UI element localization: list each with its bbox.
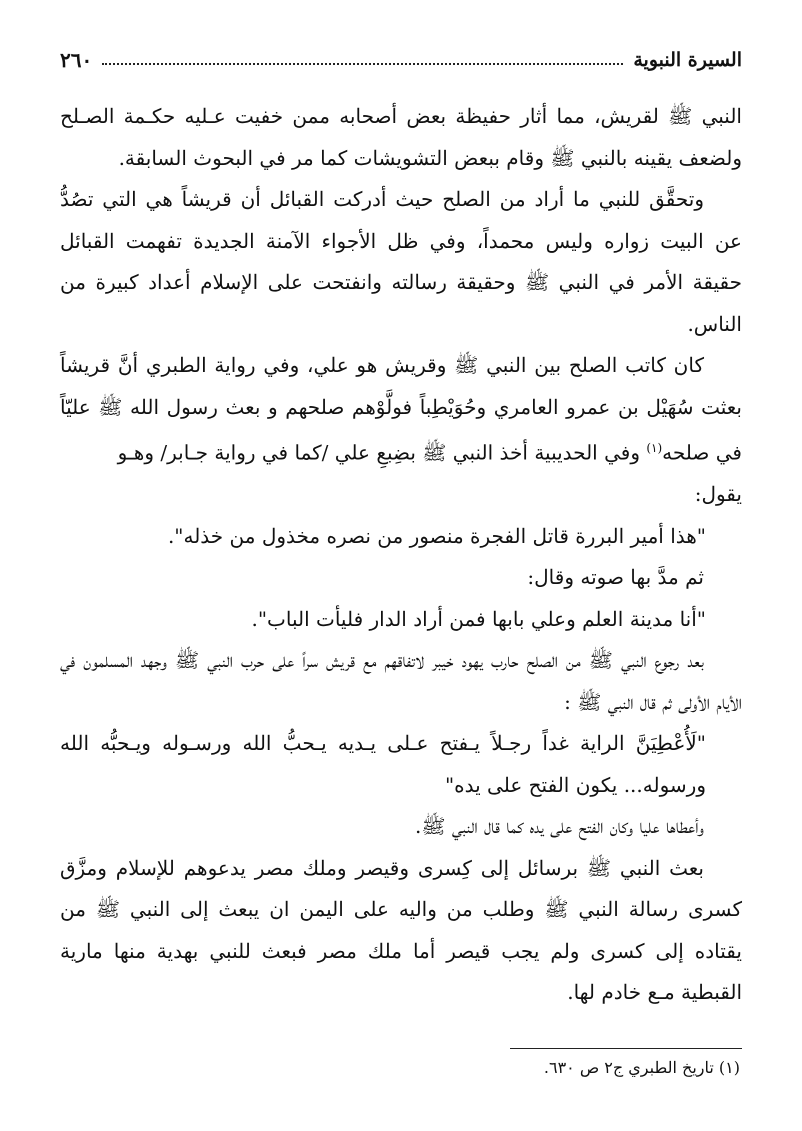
paragraph-text: وفي الحديبية أخذ النبي ﷺ بضِبعِ علي /كما في رواية جـابر/ وهـو [117, 440, 640, 465]
page-body [60, 96, 742, 1014]
paragraph-text: كان كاتب الصلح بين النبي ﷺ وقريش هو علي، وفي رواية الطبري أنَّ قريشاً بعثت سُهَيْل بن عمرو العامري وحُوَيْطِباً فولَّوْهم صلحهم و بعث رسول الله ﷺ عليّاً في صلحه [60, 353, 742, 465]
footnote: (١) تاريخ الطبري ج٢ ص ٦٣٠. [543, 1058, 740, 1077]
paragraph: بعث النبي ﷺ برسائل إلى كِسرى وقيصر وملك مصر يدعوهم للإسلام ومزَّق كسرى رسالة النبي ﷺ وطلب من واليه على اليمن ان يبعث إلى النبي ﷺ من يقتاده إلى كسرى ولم يجب قيصر أما ملك مصر فبعث للنبي بهدية منها مارية القبطية مـع خادم لها. [60, 855, 742, 1005]
paragraph [60, 345, 742, 474]
page-number: ٢٦٠ [60, 48, 93, 72]
paragraph: النبي ﷺ لقريش، مما أثار حفيظة بعض أصحابه ممن خفيت عـليه حكـمة الصـلح ولضعف يقينه بالنبي ﷺ وقام ببعض التشويشات كما مر في البحوث السابقة. [60, 104, 742, 170]
paragraph: وأعطاها عليا وكان الفتح على يده كما قال النبي ﷺ. [415, 814, 704, 839]
paragraph: بعد رجوع النبي ﷺ من الصلح حارب يهود خيبر لاتفاقهم مع قريش سراً على حرب النبي ﷺ وجهد المسلمون في الأيام الأولى ثم قال النبي ﷺ : [60, 648, 742, 714]
quote: "لَأُعْطِيَنَّ الراية غداً رجـلاً يـفتح عـلى يـديه يـحبُّ الله ورسـوله ويـحبُّه الله ورسوله... يكون الفتح على يده" [60, 731, 706, 797]
running-header [60, 40, 742, 80]
footnote-reference: (١) [646, 441, 663, 455]
paragraph: يقول: [694, 482, 742, 507]
paragraph: وتحقَّق للنبي ما أراد من الصلح حيث أدركت القبائل أن قريشاً هي التي تصُدُّ عن البيت زواره وليس محمداً، وفي ظل الأجواء الآمنة الجديدة تفهمت القبائل حقيقة الأمر في النبي ﷺ وحقيقة رسالته وانفتحت على الإسلام أعداد كبيرة من الناس. [60, 187, 742, 336]
paragraph: ثم مدَّ بها صوته وقال: [527, 565, 704, 590]
quote: "هذا أمير البررة قاتل الفجرة منصور من نصره مخذول من خذله". [167, 523, 706, 548]
quote: "أنا مدينة العلم وعلي بابها فمن أراد الدار فليأت الباب". [251, 606, 706, 631]
footnote-separator [510, 1048, 742, 1049]
header-dot-leader [102, 63, 623, 65]
running-title: السيرة النبوية [633, 49, 742, 71]
